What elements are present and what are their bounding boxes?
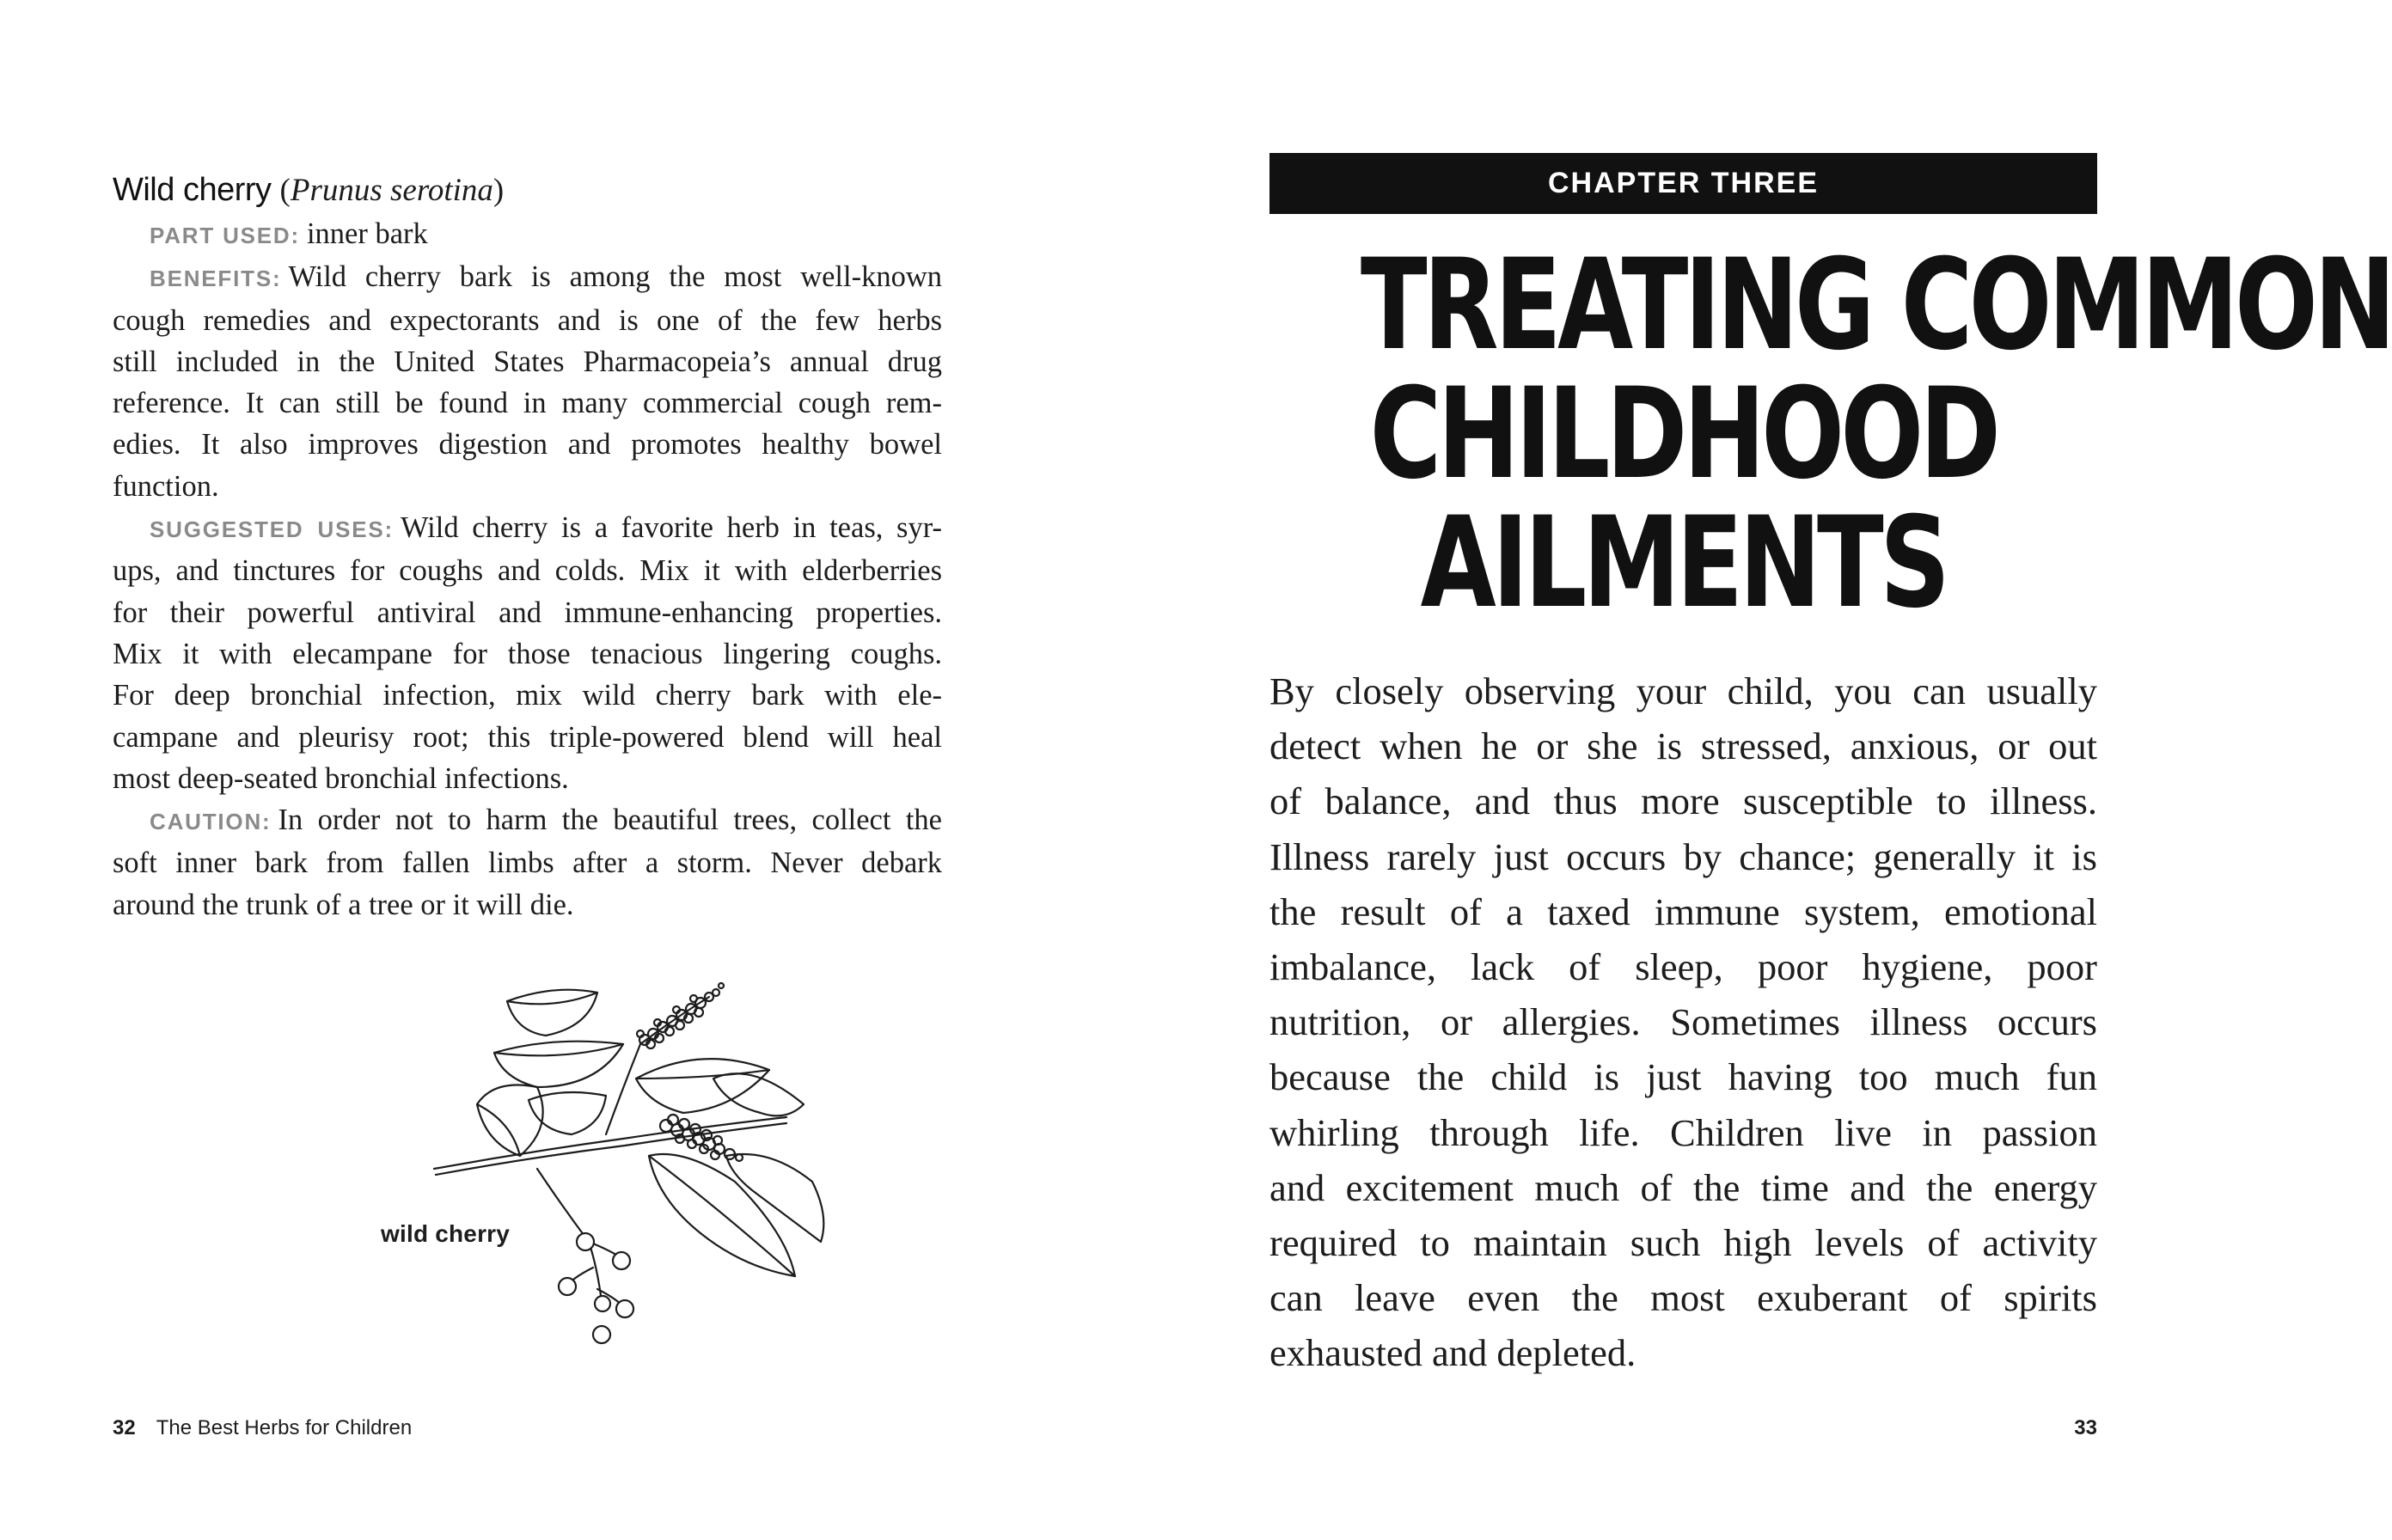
chapter-label-bar <box>1269 153 2097 214</box>
benefits-paragraph <box>113 256 942 507</box>
intro-line: because the child is just having too much fun <box>1269 1055 2097 1099</box>
intro-line: whirling through life. Children live in passion <box>1269 1110 2097 1154</box>
caution-paragraph <box>113 799 942 926</box>
left-page-footer <box>113 1416 412 1440</box>
herb-latin-name-wrap <box>280 173 505 208</box>
caution-line: CAUTION: In order not to harm the beautiful trees, collect the <box>150 804 942 837</box>
suggested-uses-paragraph <box>113 507 942 799</box>
herb-entry-title <box>113 168 942 213</box>
part-used-text: inner bark <box>306 217 428 250</box>
benefits-line: cough remedies and expectorants and is one of the few herbs <box>113 303 942 337</box>
herb-latin-name: Prunus serotina <box>290 173 493 208</box>
herb-common-name: Wild cherry <box>113 172 272 208</box>
left-page-number: 32 <box>113 1416 136 1439</box>
chapter-title-line: AILMENTS <box>1420 490 1947 636</box>
caution-line: soft inner bark from fallen limbs after a storm. Never debark <box>113 846 942 880</box>
suggested-uses-line: Mix it with elecampane for those tenacious lingering coughs. <box>113 637 942 670</box>
suggested-uses-label: SUGGESTED USES: <box>150 516 394 543</box>
right-page-number: 33 <box>2074 1416 2097 1439</box>
part-used-paragraph <box>113 213 942 256</box>
latin-open-paren: ( <box>279 173 291 208</box>
intro-line: nutrition, or allergies. Sometimes illness occurs <box>1269 1000 2097 1044</box>
suggested-uses-line: for their powerful antiviral and immune-enhancing properties. <box>113 596 942 629</box>
benefits-line: edies. It also improves digestion and promotes healthy bowel <box>113 428 942 461</box>
chapter-intro-paragraph <box>1269 663 2097 1381</box>
suggested-uses-line: most deep-seated bronchial infections. <box>113 761 569 795</box>
suggested-uses-line: ups, and tinctures for coughs and colds. Mix it with elderberries <box>113 554 942 588</box>
chapter-title-line: TREATING COMMON <box>1360 232 2392 378</box>
chapter-title-line: CHILDHOOD <box>1369 361 1997 507</box>
caution-label: CAUTION: <box>150 809 272 835</box>
illustration-caption: wild cherry <box>381 1220 511 1247</box>
benefits-line: still included in the United States Pharmacopeia’s annual drug <box>113 345 942 378</box>
intro-line: of balance, and thus more susceptible to illness. <box>1269 779 2097 823</box>
benefits-line: BENEFITS: Wild cherry bark is among the most well-known <box>150 260 942 294</box>
suggested-uses-line: SUGGESTED USES: Wild cherry is a favorite herb in teas, syr- <box>150 511 942 545</box>
intro-line: imbalance, lack of sleep, poor hygiene, poor <box>1269 945 2097 989</box>
intro-line: required to maintain such high levels of activity <box>1269 1221 2097 1265</box>
wild-cherry-illustration <box>425 958 941 1396</box>
latin-close-paren: ) <box>492 173 505 208</box>
intro-line: and excitement much of the time and the energy <box>1269 1165 2097 1209</box>
left-page <box>113 168 942 926</box>
running-book-title: The Best Herbs for Children <box>156 1416 413 1439</box>
part-used-label: PART USED: <box>150 223 300 248</box>
intro-line: By closely observing your child, you can usually <box>1269 669 2097 712</box>
chapter-title <box>1360 232 2392 636</box>
caution-line: around the trunk of a tree or it will die. <box>113 888 574 921</box>
benefits-line: function. <box>113 469 219 503</box>
benefits-line: reference. It can still be found in many commercial cough rem- <box>113 387 942 420</box>
berries <box>559 1233 633 1343</box>
suggested-uses-line: campane and pleurisy root; this triple-powered blend will heal <box>113 720 942 754</box>
benefits-label: BENEFITS: <box>150 266 282 292</box>
chapter-label: CHAPTER THREE <box>1547 167 1820 199</box>
suggested-uses-line: For deep bronchial infection, mix wild cherry bark with ele- <box>113 679 942 712</box>
intro-line: can leave even the most exuberant of spirits <box>1269 1276 2097 1320</box>
intro-line: detect when he or she is stressed, anxious, or out <box>1269 724 2097 768</box>
intro-line: exhausted and depleted. <box>1269 1331 1636 1375</box>
intro-line: the result of a taxed immune system, emotional <box>1269 889 2097 933</box>
intro-line: Illness rarely just occurs by chance; generally it is <box>1269 834 2097 878</box>
